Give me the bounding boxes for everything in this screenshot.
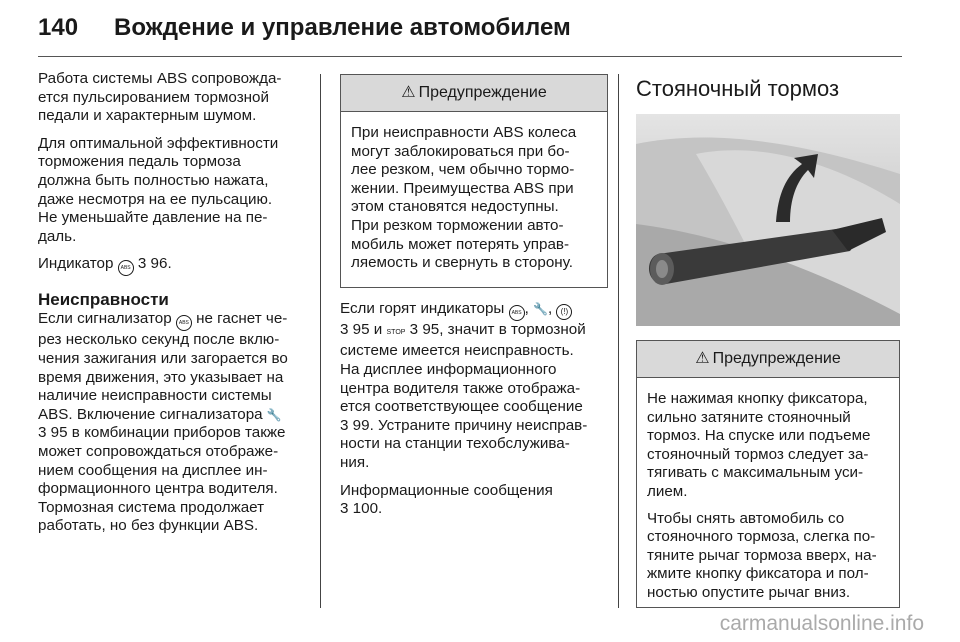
paragraph [38, 255, 306, 276]
warning-body [637, 378, 899, 603]
column-1 [38, 70, 306, 545]
paragraph [340, 300, 608, 473]
column-3 [636, 76, 900, 608]
column-divider [320, 74, 321, 608]
text-run: 95 и [348, 320, 387, 338]
abs-indicator-icon: ABS [509, 305, 525, 321]
page-ref-arrow-icon: 3 [340, 320, 349, 338]
text-run: Если горят индикаторы [340, 299, 509, 317]
warning-body [341, 112, 607, 287]
watermark: carmanualsonline.info [719, 612, 924, 635]
text-run: Индикатор [38, 255, 118, 273]
wrench-icon: 🔧 [533, 301, 548, 316]
paragraph [38, 310, 306, 536]
text-run: не гаснет че- рез несколько секунд после вклю- чения зажигания или загорается во время движения, это указывает на наличие неисправности системы ABS. Включение сигнализатора [38, 310, 288, 423]
text-run: , [547, 299, 557, 317]
paragraph: Для оптимальной эффективности торможения педаль тормоза должна быть полностью нажата, даже несмотря на ее пульсацию. Не уменьшайте давление на пе- даль. [38, 134, 279, 245]
warning-header [341, 75, 607, 112]
warning-text: Чтобы снять автомобиль со стояночного тормоза, слегка по- тяните рычаг тормоза вверх, на- жмите кнопку фиксатора и пол- ностью опустите рычаг вниз. [647, 509, 877, 601]
abs-indicator-icon: ABS [118, 260, 134, 276]
page-ref-arrow-icon: 3 [38, 424, 47, 442]
text-run: , [524, 299, 534, 317]
warning-triangle-icon: ⚠ [695, 349, 710, 367]
text-run: Если сигнализатор [38, 310, 176, 328]
warning-header [637, 341, 899, 378]
paragraph [340, 482, 608, 519]
stop-icon: STOP [386, 328, 406, 336]
warning-box [636, 340, 900, 608]
page-header [38, 8, 571, 48]
chapter-title: Вождение и управление автомобилем [114, 14, 571, 41]
warning-title: Предупреждение [712, 349, 841, 367]
subheading: Неисправности [38, 290, 169, 310]
text-run: 95 в комбинации приборов также может сопровождаться отображе- нием сообщения на дисплее ин- формационного центра водителя. Тормозная система продолжает работать, но без функции ABS. [38, 424, 286, 535]
spacer [340, 288, 608, 300]
wrench-icon: 🔧 [266, 407, 282, 422]
brake-indicator-icon: (!) [556, 304, 572, 320]
warning-title: Предупреждение [418, 83, 547, 101]
page-ref-arrow-icon: 3 [409, 320, 419, 338]
abs-indicator-icon: ABS [176, 315, 192, 331]
text-run: 99. Устраните причину неисправ- ности на станции техобслужива- ния. [340, 416, 588, 471]
page-ref-arrow-icon: 3 [137, 255, 147, 273]
column-divider [618, 74, 619, 608]
parking-brake-photo [636, 114, 900, 326]
text-run: 96. [146, 255, 172, 273]
warning-box [340, 74, 608, 288]
section-title: Стояночный тормоз [636, 76, 840, 101]
parking-brake-illustration [636, 114, 900, 326]
column-2 [340, 74, 608, 528]
paragraph: Работа системы ABS сопровожда- ется пульсированием тормозной педали и характерным шумом. [38, 70, 282, 125]
page-ref-arrow-icon: 3 [340, 500, 349, 518]
warning-triangle-icon: ⚠ [401, 83, 416, 101]
page-number: 140 [38, 14, 79, 41]
warning-text: Не нажимая кнопку фиксатора, сильно затяните стояночный тормоз. На спуске или подъеме стояночный тормоз следует за- тягивать с максимальным уси- лием. [647, 390, 871, 500]
text-run: 100. [348, 500, 383, 518]
text-run: Информационные сообщения [340, 481, 553, 499]
text-run: 95, значит в тормозной системе имеется неисправность. На дисплее информационного центра водителя также отобража- ется соответствующее сообщение [340, 320, 586, 416]
page-ref-arrow-icon: 3 [340, 416, 349, 434]
header-rule [38, 56, 902, 57]
warning-text: При неисправности ABS колеса могут заблокироваться при бо- лее резком, чем обычно тормо- жении. Преимущества ABS при этом становятся недоступны. При резком торможении авто- мобиль может потерять управ- ляемость и свернуть в сторону. [351, 124, 577, 272]
